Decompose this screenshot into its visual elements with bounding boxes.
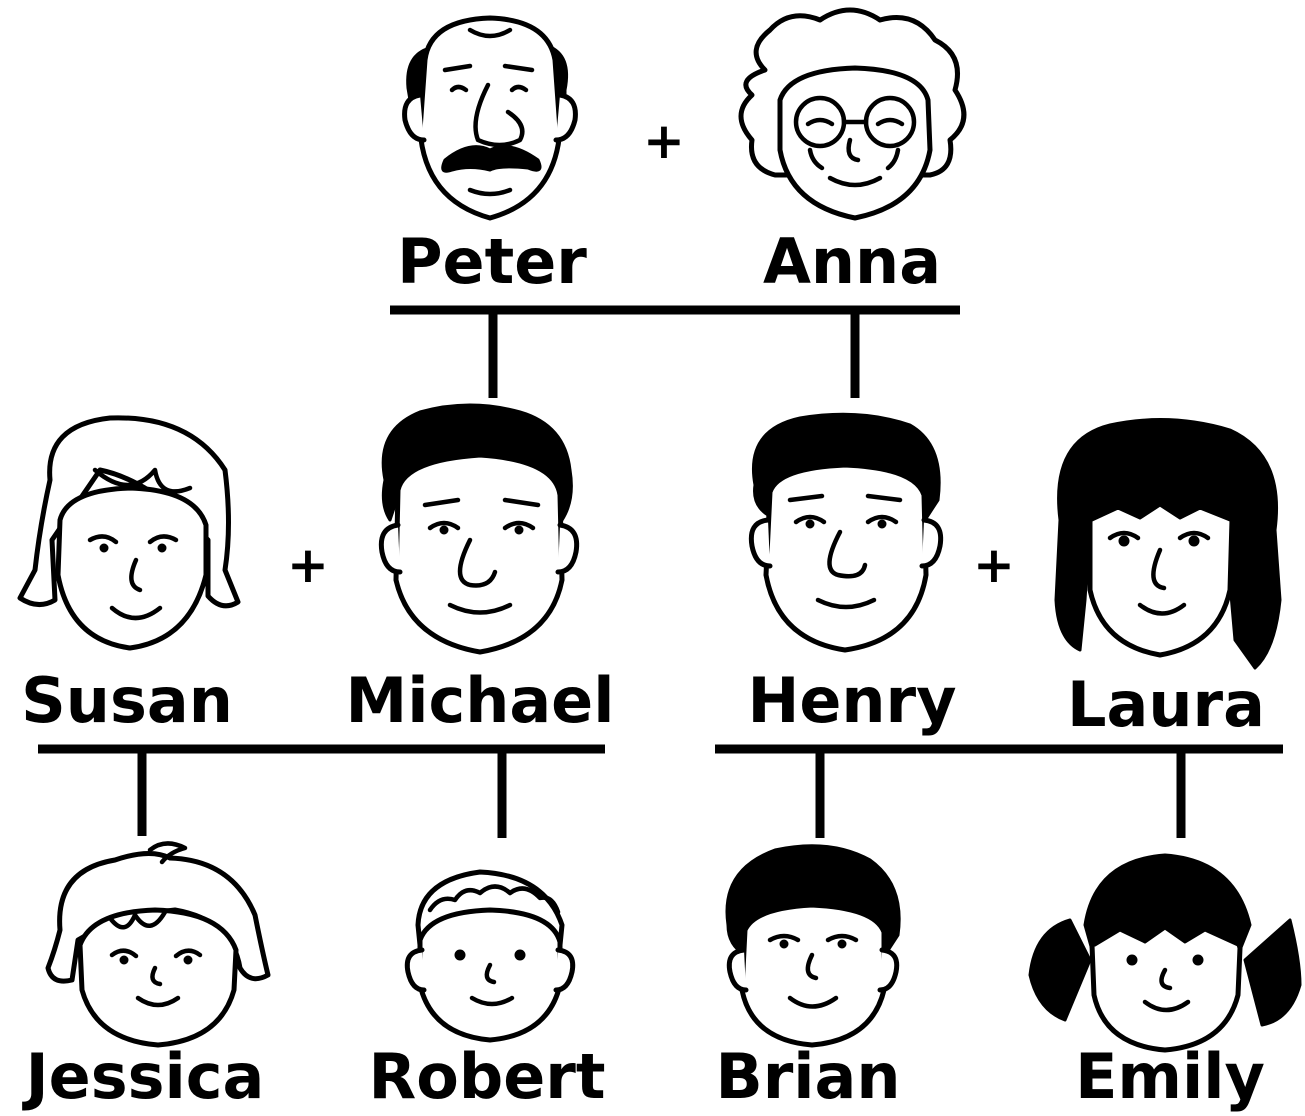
plus-peter-anna: + [643, 112, 685, 170]
name-laura: Laura [1067, 668, 1265, 741]
michael-face-icon [381, 405, 576, 652]
name-brian: Brian [715, 1040, 901, 1113]
robert-face-icon [407, 872, 572, 1040]
peter-face-icon [405, 18, 576, 218]
anna-face-icon [741, 10, 964, 218]
plus-susan-michael: + [287, 536, 329, 594]
henry-face-icon [751, 414, 940, 650]
name-susan: Susan [21, 664, 233, 737]
susan-face-icon [20, 418, 238, 648]
name-robert: Robert [368, 1040, 606, 1113]
laura-face-icon [1056, 420, 1280, 668]
name-anna: Anna [762, 225, 942, 298]
emily-face-icon [1030, 855, 1300, 1050]
name-henry: Henry [747, 664, 957, 737]
brian-face-icon [727, 846, 899, 1045]
name-jessica: Jessica [25, 1040, 265, 1113]
name-michael: Michael [345, 664, 615, 737]
name-peter: Peter [397, 225, 587, 298]
jessica-face-icon [48, 843, 268, 1045]
plus-henry-laura: + [973, 536, 1015, 594]
name-emily: Emily [1075, 1040, 1265, 1113]
